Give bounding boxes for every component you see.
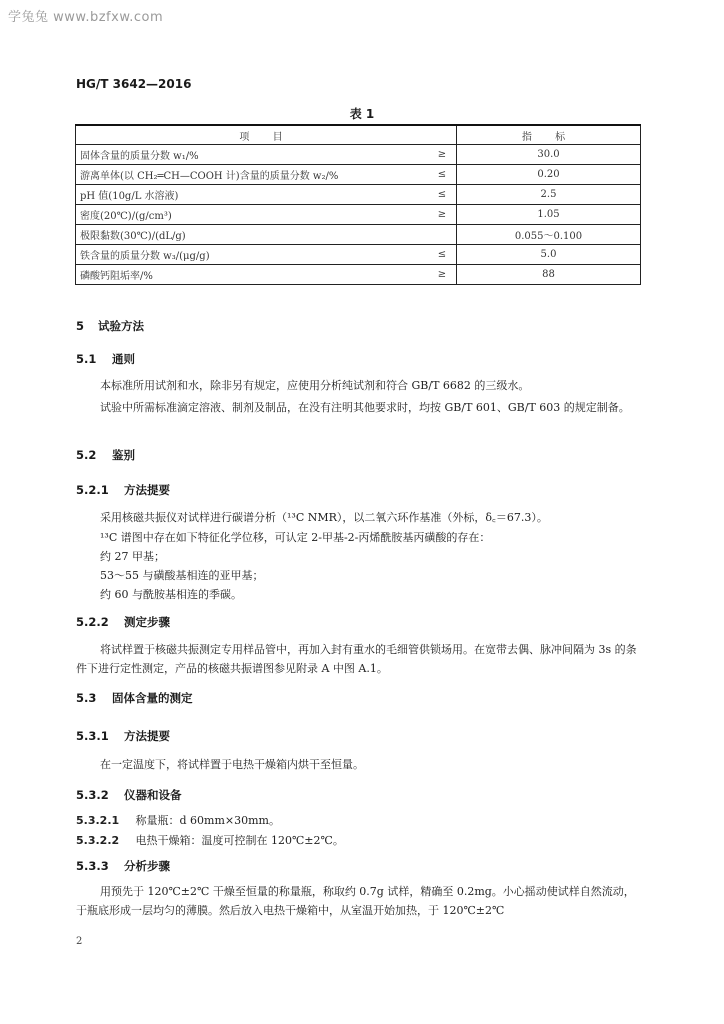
table-title: 表 1: [349, 107, 375, 121]
table-row: [76, 265, 641, 285]
row-item: 极限黏数(30℃)/(dL/g): [76, 225, 429, 245]
section-5-2-heading: [76, 447, 135, 463]
row-item: pH 值(10g/L 水溶液): [76, 185, 429, 205]
paragraph: 试验中所需标准滴定溶液、制剂及制品，在没有注明其他要求时，均按 GB/T 601、GB/T 603 的规定制备。: [100, 401, 630, 414]
row-item: 固体含量的质量分数 w₁/%: [76, 145, 429, 165]
paragraph: 约 27 甲基；: [100, 550, 165, 563]
section-number: 5.3: [76, 691, 97, 705]
item-number: 5.3.2.2: [76, 834, 120, 847]
section-5-3-3-heading: [76, 858, 170, 874]
section-number: 5: [76, 319, 85, 333]
section-5-3-1-heading: [76, 728, 170, 744]
row-value: 0.055～0.100: [457, 225, 641, 245]
row-item: 游离单体(以 CH₂═CH—COOH 计)含量的质量分数 w₂/%: [76, 165, 429, 185]
row-value: 0.20: [457, 165, 641, 185]
section-title: 固体含量的测定: [112, 691, 193, 705]
table-row: [76, 205, 641, 225]
section-title: 测定步骤: [124, 615, 171, 629]
section-number: 5.2.2: [76, 615, 109, 629]
section-title: 鉴别: [112, 448, 136, 462]
section-title: 通则: [112, 352, 136, 366]
table-row: [76, 145, 641, 165]
row-value: 88: [457, 265, 641, 285]
sub-item: [76, 831, 642, 850]
item-text: 电热干燥箱：温度可控制在 120℃±2℃。: [135, 834, 344, 847]
paragraph: ¹³C 谱图中存在如下特征化学位移，可认定 2-甲基-2-丙烯酰胺基丙磺酸的存在：: [100, 531, 491, 544]
row-comparator: ≤: [428, 165, 457, 185]
header-value: 指 标: [457, 125, 641, 145]
paragraph: 53～55 与磺酸基相连的亚甲基；: [100, 569, 264, 582]
row-comparator: ≤: [428, 185, 457, 205]
section-5-3-heading: [76, 690, 193, 706]
section-5-heading: [76, 318, 144, 334]
section-5-1-heading: [76, 351, 135, 367]
row-comparator: [428, 225, 457, 245]
item-text: 称量瓶：d 60mm×30mm。: [135, 814, 280, 827]
row-value: 1.05: [457, 205, 641, 225]
section-5-2-2-heading: [76, 614, 170, 630]
row-value: 2.5: [457, 185, 641, 205]
section-title: 试验方法: [98, 319, 145, 333]
sub-item: [76, 811, 642, 830]
table-row: [76, 165, 641, 185]
row-comparator: ≤: [428, 245, 457, 265]
row-item: 密度(20℃)/(g/cm³): [76, 205, 429, 225]
table-row: [76, 185, 641, 205]
row-item: 铁含量的质量分数 w₃/(μg/g): [76, 245, 429, 265]
row-value: 5.0: [457, 245, 641, 265]
section-number: 5.3.3: [76, 859, 109, 873]
standard-code: HG/T 3642—2016: [76, 77, 192, 91]
header-item: 项 目: [76, 125, 457, 145]
table-row: [76, 225, 641, 245]
section-number: 5.1: [76, 352, 97, 366]
table-row: [76, 245, 641, 265]
paragraph: 将试样置于核磁共振测定专用样品管中，再加入封有重水的毛细管供锁场用。在宽带去偶、脉冲间隔为 3s 的条件下进行定性测定，产品的核磁共振谱图参见附录 A 中图 A.1。: [76, 643, 637, 675]
row-value: 30.0: [457, 145, 641, 165]
row-comparator: ≥: [428, 145, 457, 165]
section-number: 5.3.1: [76, 729, 109, 743]
section-5-3-2-heading: [76, 787, 182, 803]
section-number: 5.3.2: [76, 788, 109, 802]
item-number: 5.3.2.1: [76, 814, 120, 827]
row-comparator: ≥: [428, 205, 457, 225]
section-title: 仪器和设备: [124, 788, 182, 802]
paragraph: 约 60 与酰胺基相连的季碳。: [100, 588, 242, 601]
row-item: 磷酸钙阻垢率/%: [76, 265, 429, 285]
table-header-row: [76, 125, 641, 145]
section-title: 方法提要: [124, 483, 171, 497]
paragraph: 本标准所用试剂和水，除非另有规定，应使用分析纯试剂和符合 GB/T 6682 的三级水。: [100, 379, 530, 392]
section-5-2-1-heading: [76, 482, 170, 498]
section-title: 分析步骤: [124, 859, 171, 873]
spec-table: [75, 124, 641, 285]
section-number: 5.2.1: [76, 483, 109, 497]
paragraph: 采用核磁共振仪对试样进行碳谱分析（¹³C NMR），以二氧六环作基准（外标，δ꜀＝67.3）。: [100, 511, 548, 524]
section-number: 5.2: [76, 448, 97, 462]
page-number: 2: [76, 936, 83, 947]
section-title: 方法提要: [124, 729, 171, 743]
paragraph: 在一定温度下，将试样置于电热干燥箱内烘干至恒量。: [100, 758, 364, 771]
watermark: 学兔兔 www.bzfxw.com: [8, 10, 164, 25]
row-comparator: ≥: [428, 265, 457, 285]
paragraph: 用预先于 120℃±2℃ 干燥至恒量的称量瓶，称取约 0.7g 试样，精确至 0.2mg。小心摇动使试样自然流动，于瓶底形成一层均匀的薄膜。然后放入电热干燥箱中，从室温开始加热，于 120℃±2℃: [76, 885, 635, 917]
